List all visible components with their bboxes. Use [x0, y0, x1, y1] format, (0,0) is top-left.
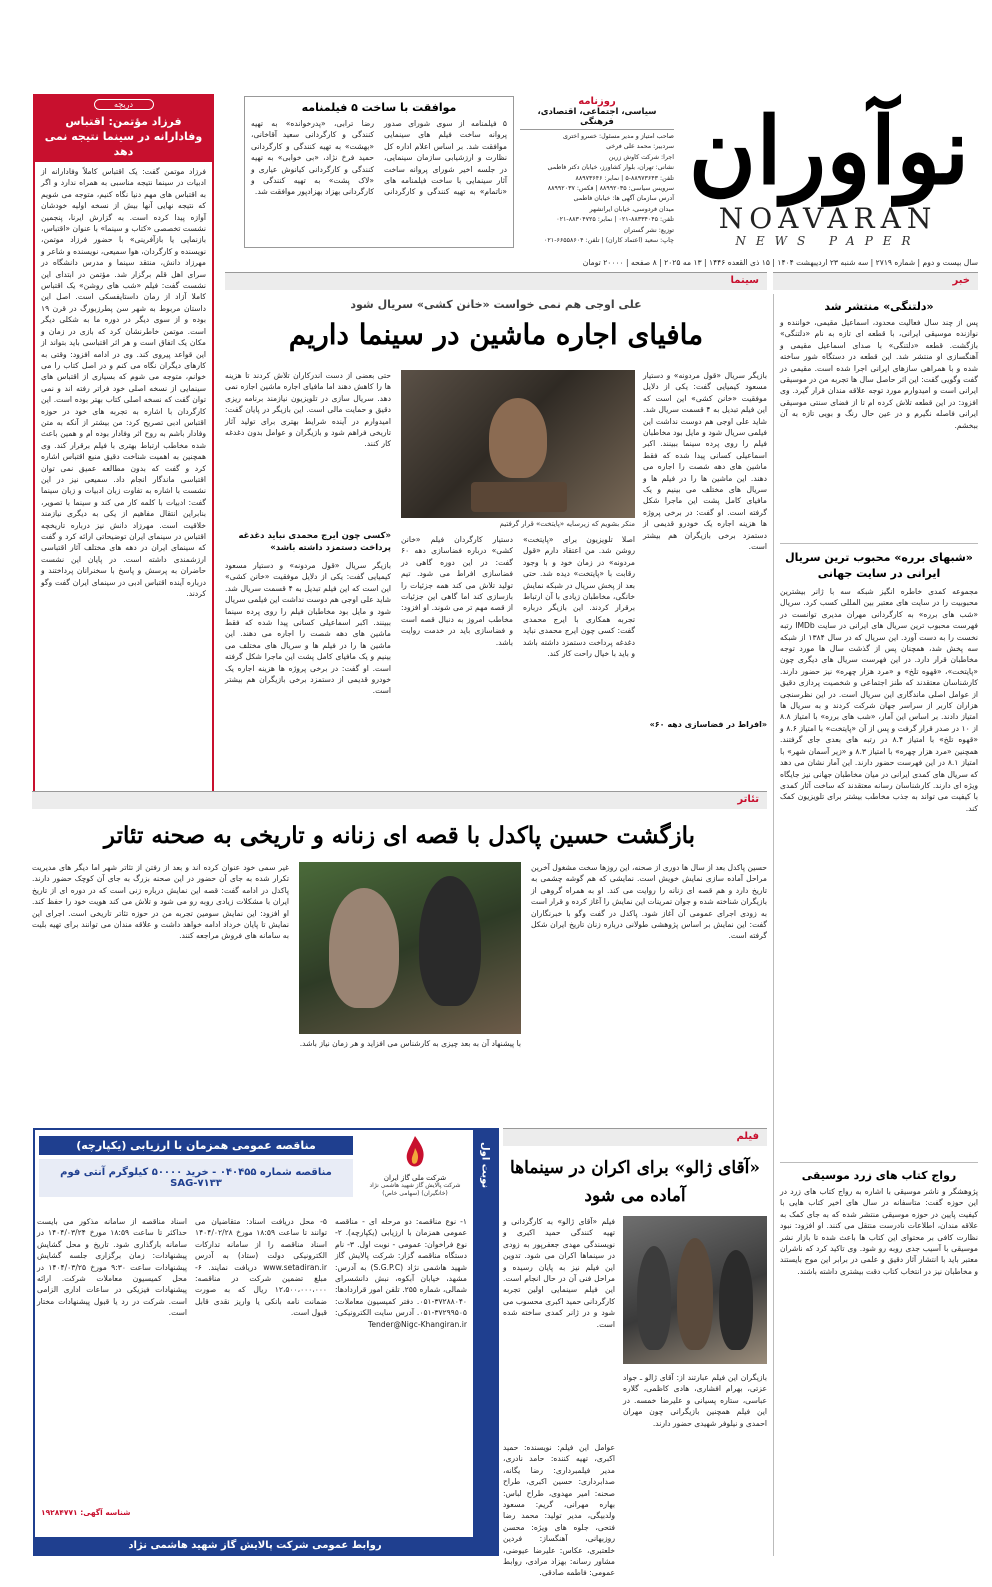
info-line: سرویس سیاسی: ۸۸۹۹۲۰۳۵ | فکس: ۸۸۹۹۲۰۳۷ [547, 185, 674, 193]
film-text-a: فیلم «آقای ژالو» به کارگردانی و تهیه کنندگی حمید اکبری و نویسندگی مهدی جعفرپور به زودی در سینماها اکران می شود. تدوین این فیلم نیز به پایان رسیده و مراحل فنی آن در حال انجام است. این فیلم سینمایی اولین تجربه کارگردانی حمید اکبری محسوب می شود و در ژانر کمدی ساخته شده است. [503, 1217, 615, 1329]
film-photo-figure-2 [677, 1238, 713, 1350]
section-theater [32, 791, 767, 809]
section-cinema [225, 272, 767, 290]
info-line: اجرا: شرکت کاوش زرین [608, 153, 674, 161]
cinema-caption: منکر بشویم که زیرسایه «پایتخت» قرار گرفتیم [499, 520, 635, 528]
news1-text: پس از چند سال فعالیت محدود، اسماعیل مقیمی، خواننده و نوازنده موسیقی ایرانی، با قطعه ای تازه به نام «دلتنگی» بازگشت. قطعه «دلتنگی» با صدای اسماعیل مقیمی و آهنگسازی او منتشر شد. این قطعه در دستگاه شور ساخته شده و با همراهی سازهای ایرانی اجرا شده است. مقیمی در گفت وگویی گفت: این اثر حاصل سال ها تجربه من در موسیقی ایرانی است و امیدوارم مورد توجه علاقه مندان قرار گیرد. وی افزود: در این قطعه تلاش کرده ام تا از فضای سنتی موسیقی ایرانی فاصله نگیرم و در عین حال رنگ و بویی تازه به آن ببخشم. [780, 318, 978, 430]
news3-title: رواج کتاب های زرد موسیقی [801, 1169, 957, 1182]
logo-sub: NEWS PAPER [735, 234, 921, 248]
film-photo-figure-3 [719, 1250, 753, 1350]
ad-text-b: ۵- محل دریافت اسناد: متقاضیان می توانند تا ساعت ۱۸:۵۹ مورخ ۱۴۰۴/۰۲/۲۸ اسناد مناقصه را از سامانه تدارکات الکترونیکی دولت (ستاد) به آدرس www.setadiran.ir دریافت نمایند. ۶- مبلغ تضمین شرکت در مناقصه: ۱۲،۵۰۰،۰۰۰،۰۰۰ ریال که به صورت ضمانت نامه بانکی یا واریز نقدی قابل قبول است. [195, 1217, 327, 1318]
cinema-text-d: حتی بعضی از دست اندرکاران تلاش کردند تا هزینه ها را کاهش دهند اما مافیای اجاره ماشین اجازه نمی دهد. سریال سازی در تلویزیون نیازمند برنامه ریزی دقیق و حمایت مالی است. این بازیگر در پایان گفت: امیدوارم در آینده شرایط بهتری برای تولید آثار تاریخی فراهم شود و بازیگران و عوامل بدون دغدغه کار کنند. [225, 371, 391, 449]
film-story [503, 1148, 767, 1578]
ad-number: مناقصه شماره ۰۴۰۴۵۵ - خرید ۵۰۰۰۰ کیلوگرم آنتی فوم SAG-۷۱۳۳ [39, 1159, 353, 1197]
ad-logo-text: شرکت ملی گاز ایران [383, 1174, 447, 1182]
info-line: صاحب امتیاز و مدیر مسئول: خسرو اختری [563, 133, 674, 140]
cinema-text-a: بازیگر سریال «قول مردونه» و دستیار مسعود کیمیایی گفت: یکی از دلایل موفقیت «خانن کشی» این است که این فیلم تبدیل به ۴ قسمت سریال شد. شاید علی اوجی هم دوست نداشت این فیلمی سریال شود و مایل بود مخاطبان فیلم را روی پرده سینما ببینند. اکبر اسماعیلی کسانی پیدا شده که فقط ماشین های دهه شصت را اجاره می دهند. این ماشین ها را در فیلم ها و سریال های مختلف می بینیم و یک مافیای کامل پشت این ماجرا شکل گرفته است. او گفت: در برخی پروژه ها هزینه اجاره یک خودرو قدیمی از دستمزد برخی بازیگران هم بیشتر است. [643, 371, 767, 552]
ad-company-name: شرکت پالایش گاز شهید هاشمی نژاد (خانگیران) (سهامی خاص) [369, 1182, 461, 1197]
right-divider-1 [780, 543, 978, 544]
news3-text: پژوهشگر و ناشر موسیقی با اشاره به رواج کتاب های زرد در این حوزه گفت: متاسفانه در سال های اخیر کتاب هایی با کیفیت پایین در حوزه موسیقی منتشر شده که به جای کمک به علاقه مندان، اطلاعات نادرست منتقل می کنند. او افزود: نبود نظارت کافی بر محتوای این کتاب ها باعث شده تا بازار نشر موسیقی با آسیب جدی روبه رو شود. وی تاکید کرد که ناشران معتبر باید با انتشار آثار دقیق و علمی در برابر این موج بایستند و مخاطبان نیز در انتخاب کتاب دقت بیشتری داشته باشند. [780, 1187, 978, 1276]
cinema-subhead1: «کسی چون ایرج محمدی نباید دغدغه پرداخت دستمزد داشته باشد» [238, 531, 391, 553]
cinema-subhead1-wrap [225, 530, 391, 554]
paper-type: روزنامه [578, 96, 616, 107]
masthead-info [520, 96, 674, 254]
theater-headline: بازگشت حسین پاکدل با قصه ای زنانه و تاریخی به صحنه تئاتر [103, 822, 696, 849]
cinema-photo [401, 370, 635, 518]
theater-caption: با پیشنهاد آن به بعد چیزی به کارشناس می افزاید و هر زمان نیاز باشد. [299, 1039, 521, 1048]
cinema-text-b: اصلا تلویزیون برای «پایتخت» روشن شد. من اعتقاد دارم «قول مردونه» در زمان خود و با وجود رقابت با «پایتخت» دیده شد. حتی بعد از پخش سریال در شبکه نمایش خانگی، مخاطبان زیادی با آن ارتباط برقرار کردند. این بازیگر درباره تجربه همکاری با ایرج محمدی گفت: کسی چون ایرج محمدی نباید دغدغه پرداخت دستمزد داشته باشد و باید با خیال راحت کار کند. [523, 535, 635, 659]
right-divider-2 [780, 1162, 978, 1163]
column-left-text: فرزاد موتمن گفت: یک اقتباس کاملاً وفادارانه از ادبیات در سینما نتیجه مناسبی به همراه ندارد و اگر به اقتباس های مهم دنیا نگاه کنیم، متوجه می شویم که نتیجه نهایی آنها بیش از نسخه اولیه خودشان آوازه پیدا کرده است. به گزارش ایرنا، پنجمین نشست تخصصی «کتاب و سینما» با عنوان «اقتباس، بازنمایی یا بازآفرینی» با حضور فرزاد موتمن، نویسنده و کارگردان، هوا سمیعی، نویسنده و شاعر و مهرزاد دانش، منتقد سینما و مدرس دانشگاه در سرای اهل قلم برگزار شد. مؤتمن در ابتدای این نشست گفت: فیلم «شب های روشن» یک اقتباس کاملا آزاد از رمان داستایفسکی است. اصل این داستان مربوط به شهر سن پطرزبورگ در قرن ۱۹ بوده و از سوی دیگر در دوره ما به شکلی دیگر است. موتمن خاطرنشان کرد که بازی در زمان و مکان یک اتفاق است و هر اثر اقتباسی باید بتواند از این قواعد پیروی کند. وی در ادامه افزود: وقتی به کارهای دیگران نگاه می کنم و در اصل کتاب را می خوانم، متوجه می شوم که بسیاری از اقتباس های سینمایی از نسخه اصلی خود فراتر رفته اند و نمی توان گفت که نسخه اصلی کتاب بهتر بوده است. این کارگردان با اشاره به تجربه های خود در حوزه اقتباس ادبی تصریح کرد: من بیشتر از آنکه به متن وفادار باشم به روح اثر وفادار بوده ام و همین باعث شده مخاطب ارتباط بهتری با فیلم برقرار کند. وی همچنین به اهمیت شناخت دقیق منبع اقتباس اشاره کرد و گفت که بدون مطالعه عمیق نمی توان اقتباسی ماندگار انجام داد. سمیعی نیز در این نشست با اشاره به تفاوت زبان ادبیات و زبان سینما گفت: ادبیات با کلمه کار می کند و سینما با تصویر، بنابراین انتقال مفاهیم از یکی به دیگری نیازمند خلاقیت است. مهرزاد دانش نیز درباره تاریخچه اقتباس در سینمای ایران توضیحاتی ارائه کرد و گفت که سینمای ایران در دهه های مختلف آثار اقتباسی ارزشمندی داشته است. در پایان این نشست حاضران به پرسش و پاسخ با سخنرانان پرداختند و درباره آینده اقتباس ادبی در سینمای ایران گفت وگو کردند. [41, 167, 206, 599]
cinema-story [225, 294, 767, 806]
section-film-label: فیلم [736, 1131, 759, 1142]
section-news-label: خبر [952, 275, 970, 286]
info-line: میدان فردوسی، خیابان ایرانشهر [589, 205, 674, 213]
ad-footer: روابط عمومی شرکت پالایش گاز شهید هاشمی نژاد [35, 1537, 475, 1554]
top-box [244, 96, 514, 248]
paper-desc: سیاسی، اجتماعی، اقتصادی، فرهنگی [520, 107, 674, 130]
top-box-text: ۵ فیلمنامه از سوی شورای صدور پروانه ساخت فیلم های سینمایی موافقت شد. بر اساس اعلام اداره کل نظارت و ارزشیابی سازمان سینمایی، در جلسه اخیر شورای پروانه ساخت آثار سینمایی با ساخت فیلمنامه های «ناتمام» به تهیه کنندگی و کارگردانی رضا ترابی، «پدرخوانده» به تهیه کنندگی و کارگردانی سعید آقاخانی، «بهشت» به تهیه کنندگی و کارگردانی حمید فرخ نژاد، «بی خوابی» به تهیه کنندگی و کارگردانی کیانوش عیاری و «لاک پشت» به تهیه کنندگی و کارگردانی بهزاد بهزادپور موافقت شد. [251, 119, 507, 197]
info-line: تلفن: ۸۸۹۷۳۶۴۳-۵ | نمابر: ۸۸۹۷۳۶۴۶ [575, 174, 674, 182]
section-news [773, 272, 978, 290]
column-left-tag: دریچه [94, 99, 154, 110]
top-box-title: موافقت با ساخت ۵ فیلمنامه [301, 101, 457, 114]
ad-title-block [39, 1136, 353, 1197]
section-cinema-label: سینما [730, 275, 759, 286]
right-column [773, 294, 978, 1556]
info-line: چاپ: سعید (اعتماد کاران) | تلفن: ۶۶۵۵۸۶۰۴-۰۲۱ [544, 237, 674, 245]
ad-header [33, 1130, 473, 1210]
masthead-logo-block [680, 96, 978, 254]
info-line: نشانی: تهران، بلوار کشاورز، خیابان دکتر فاطمی [547, 164, 674, 172]
column-left-title: فرزاد مؤتمن: اقتباس وفادارانه در سینما نتیجه نمی دهد [44, 115, 203, 158]
theater-photo [299, 862, 521, 1034]
film-headline: «آقای ژالو» برای اکران در سینماها آماده می شود [509, 1158, 761, 1206]
film-text-b: بازیگران این فیلم عبارتند از: آقای ژالو ـ جواد عزتی، بهرام افشاری، هادی کاظمی، گلاره عباسی، ستاره پسیانی و علیرضا خمسه. در این فیلم همچنین بازیگرانی چون مهران احمدی و نیلوفر شهیدی حضور دارند. [623, 1373, 767, 1428]
theater-photo-figure-left [329, 888, 399, 1008]
ad-text-c: اسناد مناقصه از سامانه مذکور می بایست حداکثر تا ساعت ۱۸:۵۹ مورخ ۱۴۰۴/۰۳/۲۴ در سامانه بارگذاری شود. تاریخ و محل گشایش پیشنهادات: زمان برگزاری جلسه گشایش پیشنهادات ساعت ۹:۳۰ مورخ ۱۴۰۴/۰۳/۲۵ در محل کمیسیون معاملات شرکت. ارائه پیشنهادات فیزیکی در ساعات اداری الزامی است. شرکت در رد یا قبول پیشنهادات مختار است. [37, 1217, 188, 1318]
info-line: سردبیر: محمد علی فرخی [606, 143, 674, 151]
film-text-c: عوامل این فیلم: نویسنده: حمید اکبری، تهیه کننده: حامد نادری، مدیر فیلمبرداری: رضا یگانه، صدابرداری: حسین اکبری، طراح صحنه: امیر مهدوی، طراح لباس: بهاره مهرانی، گریم: مسعود ولدبیگی، مدیر تولید: محمد رضا فتحی، جلوه های ویژه: محسن روزبهانی، آهنگساز: فردین خلعتبری، عکاس: علیرضا عیوضی، مشاور رسانه: بهزاد مرادی، روابط عمومی: فاطمه صادقی. [503, 1443, 615, 1578]
theater-story [32, 812, 767, 1122]
info-lines [520, 132, 674, 246]
cinema-photo-figure [489, 398, 547, 478]
section-theater-label: تئاتر [737, 794, 759, 805]
theater-text-c: غیر سمی خود عنوان کرده اند و بعد از رفتن از تئاتر شهر اما دیگر های مدیریت تکرار شده به جای آن حضور در این صحنه بزرگ به جای آن کوچک حضور دارند. پاکدل در ادامه گفت: قصه این نمایش درباره زنی است که در دوره ای از تاریخ ایران با مشکلات زیادی روبه رو می شود و تلاش می کند هویت خود را حفظ کند. او افزود: این نمایش سومین تجربه من در حوزه تئاتر تاریخی است. اجرای این نمایش تا پایان خرداد ادامه خواهد داشت و علاقه مندان می توانند برای تهیه بلیت به سامانه های فروش مراجعه کنند. [32, 863, 289, 941]
logo-en: NOAVARAN [718, 202, 938, 235]
info-line: توزیع: نشر گستران [623, 226, 674, 234]
news1-title: «دلتنگی» منتشر شد [824, 300, 934, 313]
theater-text-a: حسین پاکدل بعد از سال ها دوری از صحنه، این روزها سخت مشغول آخرین مراحل آماده سازی نمایش خویش است. نمایشی که هم گوشه چشمی به تاریخ دارد و هم قصه ای زنانه را روایت می کند. او به همراه گروهی از بازیگران شناخته شده و جوان تمرینات این نمایش را آغاز کرده و قرار است به زودی اجرای عمومی آن آغاز شود. پاکدل در گفت وگو با خبرنگاران گفت: این نمایش بر اساس پژوهشی طولانی درباره زنان تاریخ ایران شکل گرفته است. [531, 863, 767, 941]
ad-side-strip [473, 1130, 497, 1554]
section-film [503, 1128, 767, 1146]
film-photo-figure-1 [637, 1246, 671, 1350]
ad-text-a: ۱- نوع مناقصه: دو مرحله ای - مناقصه عمومی همزمان با ارزیابی (یکپارچه). ۲- نوع فراخوان: عمومی - نوبت اول. ۳- نام دستگاه مناقصه گزار: شرکت پالایش گاز شهید هاشمی نژاد (S.G.P.C) به آدرس: مشهد، خیابان آبکوه، نبش دانشسرای شمالی، شماره ۲۵۵. تلفن امور قراردادها: ۳۷۲۸۸۰۴۰-۰۵۱. دفتر کمیسیون معاملات: ۳۷۲۹۹۵۰۵-۰۵۱. آدرس سایت الکترونیکی: Tender@Nigc-Khangiran.ir [335, 1217, 467, 1329]
info-line: تلفن: ۸۸۳۳۴۰۴۵-۰۲۱ | نمابر: ۸۸۳۰۴۷۲۵-۰۲۱ [556, 216, 674, 224]
ad-box [33, 1128, 499, 1556]
cinema-photo-table [471, 482, 567, 512]
ad-logo-block [361, 1134, 469, 1206]
news2-text: مجموعه کمدی خاطره انگیز شبکه سه با ژانر بیشترین محبوبیت را در سایت های معتبر بین المللی کسب کرد. سریال «شب های برره» به کارگردانی مهران مدیری توانست در فهرست محبوب ترین سریال های ایرانی در سایت IMDb رتبه نخست را به دست آورد. این سریال که در سال ۱۳۸۴ از شبکه سه پخش شد، همچنان پس از گذشت سال ها مورد توجه مخاطبان قرار دارد. در این فهرست سریال های دیگری چون «پایتخت»، «قهوه تلخ» و «مرد هزار چهره» نیز حضور دارند. کارشناسان معتقدند که طنز اجتماعی و شخصیت پردازی دقیق از عوامل اصلی ماندگاری این سریال است. در این نظرسنجی هزاران کاربر از سراسر جهان شرکت کردند و به سریال ها امتیاز دادند. بر اساس این آمار، «شب های برره» با امتیاز ۸.۸ از ۱۰ در صدر قرار گرفت و پس از آن «پایتخت» با امتیاز ۸.۶ و «قهوه تلخ» با امتیاز ۸.۴ در رتبه های بعدی جای گرفتند. همچنین «مرد هزار چهره» با امتیاز ۸.۳ و «زیر آسمان شهر» با امتیاز ۸.۱ در این فهرست حضور دارند. این آمار نشان می دهد که سریال های کمدی ایرانی در میان مخاطبان جهانی نیز جایگاه ویژه ای دارند. کارشناسان رسانه معتقدند که ساخت آثار کمدی با کیفیت می تواند به جذب مخاطب بیشتر برای تلویزیون کمک کند. [780, 587, 979, 813]
column-left-header [35, 96, 212, 162]
cinema-headline: مافیای اجاره ماشین در سینما داریم [288, 318, 704, 351]
ad-title: مناقصه عمومی همزمان با ارزیابی (یکپارچه) [39, 1136, 353, 1155]
ad-tracking: شناسه آگهی: ۱۹۲۸۴۷۷۱ [41, 1508, 131, 1517]
dateline: سال بیست و دوم | شماره ۲۷۱۹ | سه شنبه ۲۳ اردیبهشت ۱۴۰۴ | ۱۵ ذی القعده ۱۴۴۶ | ۱۳ مه ۲۰۲۵ | ۸ صفحه | ۲۰۰۰۰ تومان [582, 258, 978, 267]
film-photo [623, 1216, 767, 1364]
flame-icon [400, 1134, 430, 1170]
cinema-subhead2: «افراط در فضاسازی دهه ۶۰» [649, 720, 767, 729]
cinema-text-c: دستیار کارگردان فیلم «خانن کشی» درباره فضاسازی دهه ۶۰ گفت: در این دوره گاهی در فضاسازی افراط می شود. تیم تولید تلاش می کند همه جزئیات را بازسازی کند اما گاهی این جزئیات از قصه مهم تر می شوند. او افزود: مخاطب امروز به دنبال قصه است و فضاسازی باید در خدمت روایت باشد. [401, 535, 513, 647]
cinema-text-d2: بازیگر سریال «قول مردونه» و دستیار مسعود کیمیایی گفت: یکی از دلایل موفقیت «خانن کشی» این است که این فیلم تبدیل به ۴ قسمت سریال شد. شاید علی اوجی هم دوست نداشت این فیلمی سریال شود و مایل بود مخاطبان فیلم را روی پرده سینما ببینند. اکبر اسماعیلی کسانی پیدا شده که فقط ماشین های دهه شصت را اجاره می دهند. این ماشین ها را در فیلم ها و سریال های مختلف می بینیم و یک مافیای کامل پشت این ماجرا شکل گرفته است. او گفت: در برخی پروژه ها هزینه اجاره یک خودرو قدیمی از دستمزد برخی بازیگران هم بیشتر است. [225, 561, 391, 696]
logo-fa: نوآوران [688, 97, 970, 205]
news2-title: «شبهای برره» محبوب ترین سریال ایرانی در سایت جهانی [785, 551, 973, 580]
info-line: آدرس سازمان آگهی ها: خیابان فاطمی [573, 195, 674, 203]
cinema-subhead2-wrap [643, 720, 767, 729]
cinema-kicker: علی اوجی هم نمی خواست «خانن کشی» سریال شود [350, 298, 642, 311]
theater-photo-figure-right [419, 876, 481, 1006]
ad-side-label: نوبت اول [479, 1142, 491, 1189]
column-left-box [33, 94, 214, 800]
